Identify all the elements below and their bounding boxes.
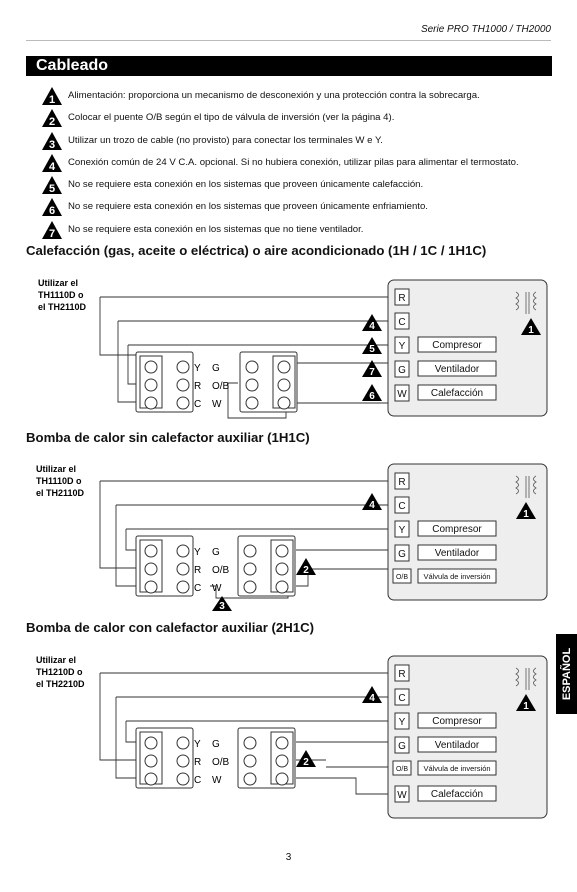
note-text: Alimentación: proporciona un mecanismo de desconexión y una protección contra la sobrecarga. bbox=[68, 90, 480, 101]
warning-badge-icon bbox=[36, 197, 68, 217]
equipment-terminal: W bbox=[397, 790, 407, 801]
note-text: No se requiere esta conexión en los sistemas que proveen únicamente calefacción. bbox=[68, 179, 424, 191]
callout-badge: 1 bbox=[523, 509, 529, 520]
terminal-label: G bbox=[212, 547, 220, 558]
note-badge-number: 7 bbox=[48, 227, 56, 240]
equipment-terminal: R bbox=[398, 669, 406, 680]
equipment-terminal: R bbox=[398, 477, 406, 488]
terminal-label: C bbox=[194, 399, 202, 410]
callout-badge: 1 bbox=[528, 325, 534, 336]
model-label: Utilizar el bbox=[36, 464, 77, 474]
callout-badge: 2 bbox=[303, 757, 309, 768]
terminal-label: C bbox=[194, 775, 202, 786]
terminal-label: O/B bbox=[212, 381, 230, 392]
warning-badge-icon bbox=[36, 153, 68, 173]
warning-badge-icon bbox=[36, 108, 68, 128]
equipment-terminal: C bbox=[398, 501, 406, 512]
terminal-label: R bbox=[194, 565, 202, 576]
wiring-diagram-3 bbox=[26, 650, 556, 828]
terminal-label: R bbox=[194, 381, 202, 392]
warning-badge-icon bbox=[36, 131, 68, 151]
notes-list bbox=[36, 86, 556, 242]
terminal-label: Y bbox=[194, 547, 201, 558]
note-text: Utilizar un trozo de cable (no provisto) para conectar los terminales W e Y. bbox=[68, 134, 383, 146]
note-item bbox=[36, 131, 556, 153]
terminal-label: O/B bbox=[212, 565, 230, 576]
callout-badge: 4 bbox=[369, 500, 375, 511]
device-label: Válvula de inversión bbox=[423, 572, 491, 581]
model-label: TH1210D o bbox=[36, 667, 83, 677]
terminal-label: W bbox=[212, 775, 222, 786]
note-badge-number: 4 bbox=[48, 160, 56, 173]
terminal-label: G bbox=[212, 739, 220, 750]
note-badge-number: 6 bbox=[48, 205, 56, 218]
device-label: Ventilador bbox=[434, 364, 480, 375]
note-badge-number: 3 bbox=[48, 138, 56, 151]
model-label: Utilizar el bbox=[36, 655, 77, 665]
equipment-terminal: C bbox=[398, 317, 406, 328]
equipment-terminal: W bbox=[397, 389, 407, 400]
model-label: el TH2110D bbox=[38, 302, 87, 312]
device-label: Calefacción bbox=[430, 388, 484, 399]
terminal-label: Y bbox=[194, 739, 201, 750]
terminal-label: O/B bbox=[212, 757, 230, 768]
wiring-diagram-1 bbox=[26, 274, 556, 420]
note-badge-number: 2 bbox=[48, 116, 56, 129]
equipment-terminal: O/B bbox=[395, 574, 409, 581]
device-label: Compresor bbox=[432, 340, 482, 351]
note-item bbox=[36, 86, 556, 108]
callout-badge: 1 bbox=[523, 701, 529, 712]
terminal-label: W bbox=[212, 399, 222, 410]
equipment-terminal: G bbox=[398, 365, 406, 376]
equipment-terminal: R bbox=[398, 293, 406, 304]
language-tab-label: ESPAÑOL bbox=[560, 647, 573, 701]
equipment-terminal: C bbox=[398, 693, 406, 704]
note-badge-number: 5 bbox=[48, 183, 56, 196]
device-label: Válvula de inversión bbox=[423, 764, 491, 773]
device-label: Calefacción bbox=[430, 789, 484, 800]
note-item bbox=[36, 175, 556, 197]
callout-badge: 4 bbox=[369, 321, 375, 332]
diagram-heading: Bomba de calor sin calefactor auxiliar (1H1C) bbox=[26, 430, 310, 445]
callout-badge: 6 bbox=[369, 391, 375, 402]
callout-badge: 7 bbox=[369, 367, 375, 378]
callout-badge: 4 bbox=[369, 693, 375, 704]
section-title: Cableado bbox=[36, 57, 109, 74]
equipment-terminal: Y bbox=[398, 341, 406, 352]
equipment-terminal: Y bbox=[398, 717, 406, 728]
terminal-label: W bbox=[212, 583, 222, 594]
note-item bbox=[36, 153, 556, 175]
wiring-diagram-2 bbox=[26, 458, 556, 612]
terminal-label: Y bbox=[194, 363, 201, 374]
terminal-label: C bbox=[194, 583, 202, 594]
callout-badge: 3 bbox=[219, 601, 225, 612]
model-label: Utilizar el bbox=[38, 278, 79, 288]
device-label: Compresor bbox=[432, 524, 482, 535]
equipment-terminal: G bbox=[398, 741, 406, 752]
note-text: Conexión común de 24 V C.A. opcional. Si no hubiera conexión, utilizar pilas para alimentar el termostato. bbox=[68, 156, 519, 168]
equipment-terminal: O/B bbox=[395, 766, 409, 773]
model-label: TH1110D o bbox=[36, 476, 82, 486]
device-label: Compresor bbox=[432, 716, 482, 727]
note-text: Colocar el puente O/B según el tipo de válvula de inversión (ver la página 4). bbox=[68, 112, 395, 124]
model-label: el TH2210D bbox=[36, 679, 85, 689]
warning-badge-icon bbox=[36, 175, 68, 195]
terminal-label: G bbox=[212, 363, 220, 374]
terminal-label: R bbox=[194, 757, 202, 768]
warning-badge-icon bbox=[36, 220, 68, 240]
note-text: No se requiere esta conexión en los sistemas que proveen únicamente enfriamiento. bbox=[68, 201, 428, 213]
header-series: Serie PRO TH1000 / TH2000 bbox=[420, 24, 551, 35]
section-bar bbox=[26, 56, 552, 76]
note-item bbox=[36, 197, 556, 219]
diagram-heading: Bomba de calor con calefactor auxiliar (2H1C) bbox=[26, 620, 315, 635]
model-label: TH1110D o bbox=[38, 290, 84, 300]
device-label: Ventilador bbox=[434, 548, 480, 559]
device-label: Ventilador bbox=[434, 740, 480, 751]
note-item bbox=[36, 108, 556, 130]
equipment-terminal: Y bbox=[398, 525, 406, 536]
warning-badge-icon bbox=[36, 86, 68, 106]
model-label: el TH2110D bbox=[36, 488, 85, 498]
callout-badge: 5 bbox=[369, 344, 375, 355]
page-number: 3 bbox=[285, 852, 292, 863]
language-tab bbox=[556, 634, 577, 714]
equipment-terminal: G bbox=[398, 549, 406, 560]
header-rule bbox=[26, 40, 551, 41]
callout-badge: 2 bbox=[303, 565, 309, 576]
note-text: No se requiere esta conexión en los sistemas que no tiene ventilador. bbox=[68, 223, 364, 235]
note-item bbox=[36, 220, 556, 242]
diagram-heading: Calefacción (gas, aceite o eléctrica) o aire acondicionado (1H / 1C / 1H1C) bbox=[26, 243, 487, 258]
note-badge-number: 1 bbox=[48, 94, 56, 106]
